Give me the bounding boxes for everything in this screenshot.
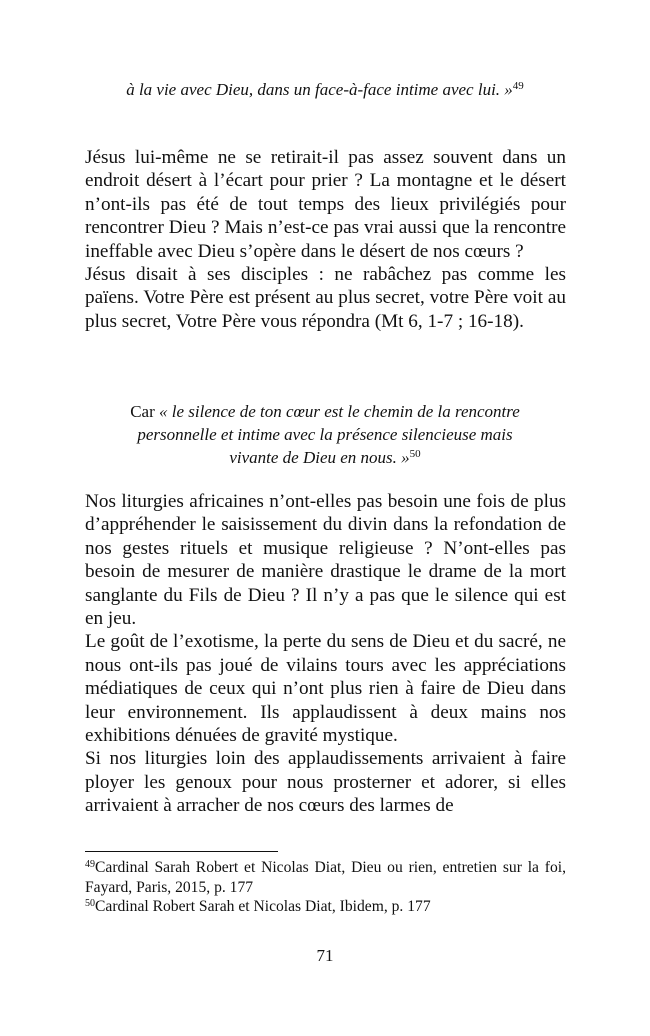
quote-top (120, 78, 530, 101)
footnote-50 (85, 897, 566, 917)
quote-middle (130, 400, 520, 469)
quote-top-text: à la vie avec Dieu, dans un face-à-face intime avec lui. » (126, 80, 513, 99)
quote-middle-lead: Car (130, 402, 155, 421)
paragraph-1-part-2: Jésus disait à ses disciples : ne rabâchez pas comme les païens. Votre Père est présent au plus secret, votre Père voit au plus secret, Votre Père vous répondra (Mt 6, 1-7 ; 16-18). (85, 264, 566, 332)
paragraph-2-part-3: Si nos liturgies loin des applaudissements arrivaient à faire ployer les genoux pour nous prosterner et adorer, si elles arrivaient à arracher de nos cœurs des larmes de (85, 748, 566, 817)
paragraph-1 (85, 146, 566, 333)
footnote-number: 50 (85, 898, 95, 909)
footnote-number: 49 (85, 859, 95, 870)
footnote-text: Cardinal Robert Sarah et Nicolas Diat, Ibidem, p. 177 (95, 898, 431, 915)
footnote-ref-49[interactable]: 49 (512, 80, 524, 92)
footnotes (85, 858, 566, 917)
quote-middle-text: « le silence de ton cœur est le chemin de la rencontre personnelle et intime avec la présence silencieuse mais vivante de Dieu en nous. » (137, 402, 520, 467)
page-number: 71 (316, 946, 334, 965)
paragraph-2-part-2: Le goût de l’exotisme, la perte du sens de Dieu et du sacré, ne nous ont-ils pas joué de vilains tours avec les appréciations médiatiques de ceux qui n’ont plus rien à faire de Dieu dans leur environnement. Ils applaudissent à deux mains nos exhibitions dénuées de gravité mystique. (85, 631, 566, 747)
footnote-49 (85, 858, 566, 897)
footnote-ref-50[interactable]: 50 (409, 448, 421, 460)
paragraph-1-part-1: Jésus lui-même ne se retirait-il pas assez souvent dans un endroit désert à l’écart pour prier ? La montagne et le désert n’ont-ils pas été de tout temps des lieux privilégiés pour rencontrer Dieu ? Mais n’est-ce pas vrai aussi que la rencontre ineffable avec Dieu s’opère dans le désert de nos cœurs ? (85, 147, 566, 262)
paragraph-2 (85, 490, 566, 818)
footnote-separator (85, 851, 278, 852)
paragraph-2-part-1: Nos liturgies africaines n’ont-elles pas besoin une fois de plus d’appréhender le saisissement du divin dans la refondation de nos gestes rituels et musique religieuse ? N’ont-elles pas besoin de mesurer de manière drastique le drame de la mort sanglante du Fils de Dieu ? Il n’y a pas que le silence qui est en jeu. (85, 491, 566, 630)
footnote-text: Cardinal Sarah Robert et Nicolas Diat, Dieu ou rien, entretien sur la foi, Fayard, Paris, 2015, p. 177 (85, 859, 566, 896)
